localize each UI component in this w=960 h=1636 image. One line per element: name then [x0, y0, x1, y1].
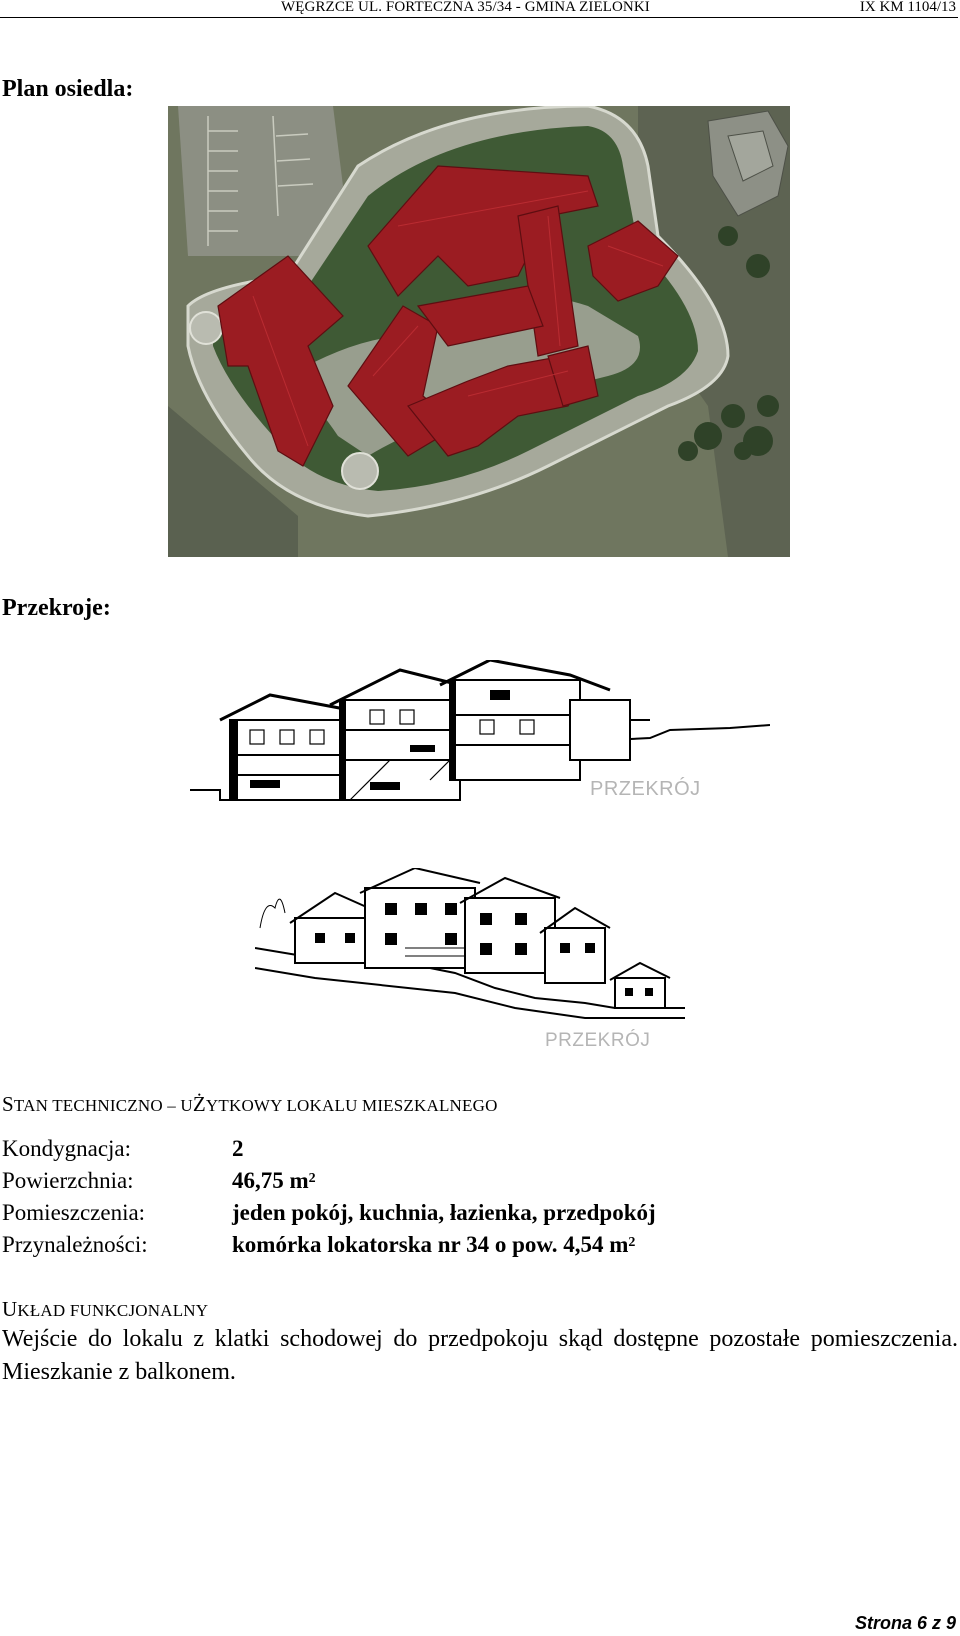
technical-condition-heading: STAN TECHNICZNO – UŻYTKOWY LOKALU MIESZKALNEGO [2, 1092, 498, 1116]
section-label-2: PRZEKRÓJ [545, 1030, 651, 1051]
header-address: WĘGRZCE UL. FORTECZNA 35/34 - GMINA ZIELONKI [281, 0, 650, 15]
functional-layout-heading: UKŁAD FUNKCJONALNY [2, 1297, 209, 1321]
heading-sections: Przekroje: [2, 595, 111, 621]
cross-section-drawing-2 [255, 868, 705, 1058]
site-plan-image [168, 106, 790, 557]
cross-section-drawing-1 [190, 660, 770, 840]
document-page: WĘGRZCE UL. FORTECZNA 35/34 - GMINA ZIELONKI IX KM 1104/13 Plan osiedla: Przekroje: PRZEKRÓJ PRZEKRÓJ STAN TECHNICZNO – UŻYTKOWY LOKALU MIESZKALNEGO Kondygnacja: 2 Powierzchnia: 46,75 $m^2$ Pomieszczenia: jeden pokój, kuchnia, łazienka, przedpokój Przynależności: komórka lokatorska nr 34 o pow. 4,54 $m^2$ UKŁAD FUNKCJONALNY Wejście do lokalu z klatki schodowej do przedpokoju skąd dostępne pozostałe pomieszczenia. Mieszkanie z balkonem. Strona 6 z 9 [2, 0, 958, 1633]
page-number: Strona 6 z 9 [854, 1613, 956, 1633]
header-reference: IX KM 1104/13 [859, 0, 956, 15]
functional-layout-text: Wejście do lokalu z klatki schodowej do przedpokoju skąd dostępne pozostałe pomieszczenia. Mieszkanie z balkonem. [2, 1326, 958, 1385]
heading-site-plan: Plan osiedla: [2, 76, 134, 102]
page-header [0, 0, 958, 18]
section-label-1: PRZEKRÓJ [590, 778, 701, 800]
